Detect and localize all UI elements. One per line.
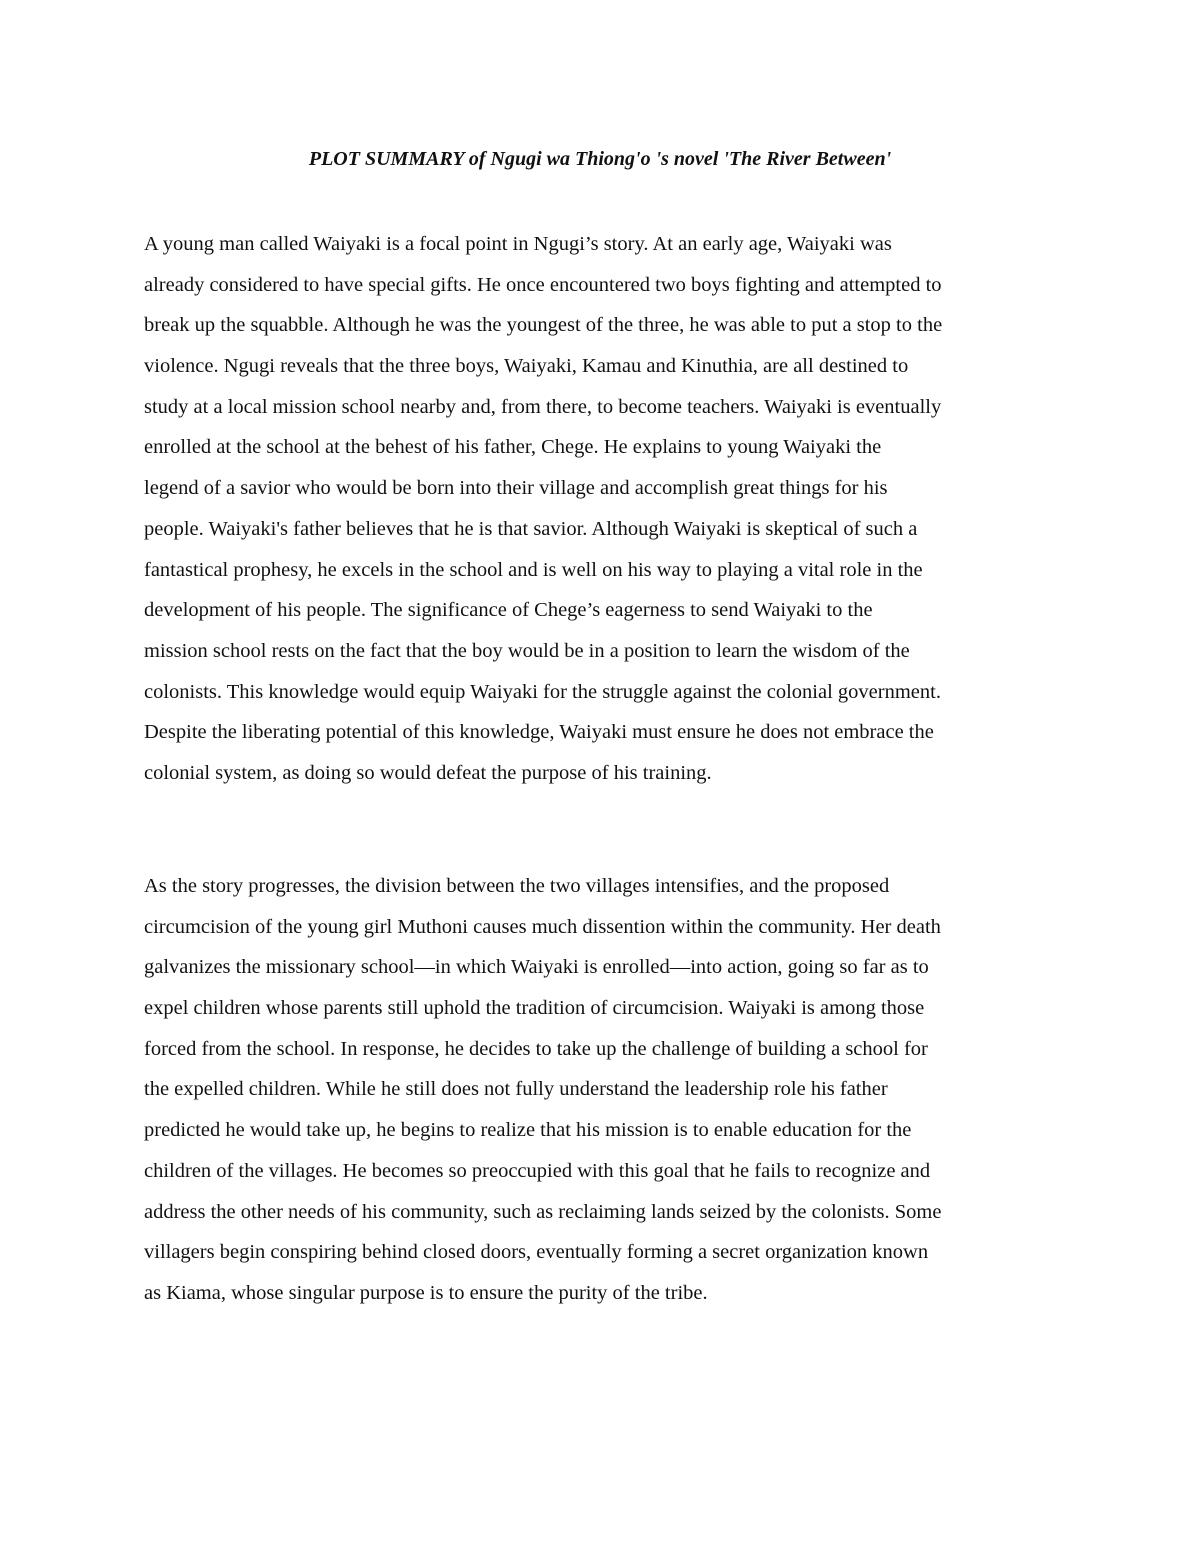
text-line: break up the squabble. Although he was the youngest of the three, he was able to put a stop to the <box>144 314 943 337</box>
text-line: address the other needs of his community, such as reclaiming lands seized by the colonists. Some <box>144 1200 942 1223</box>
text-line: enrolled at the school at the behest of his father, Chege. He explains to young Waiyaki the <box>144 436 882 459</box>
text-line: as Kiama, whose singular purpose is to ensure the purity of the tribe. <box>144 1281 708 1304</box>
text-line: villagers begin conspiring behind closed doors, eventually forming a secret organization known <box>144 1241 929 1264</box>
text-line: predicted he would take up, he begins to realize that his mission is to enable education for the <box>144 1119 912 1142</box>
text-line: mission school rests on the fact that the boy would be in a position to learn the wisdom of the <box>144 639 910 662</box>
text-line: galvanizes the missionary school—in which Waiyaki is enrolled—into action, going so far as to <box>144 956 929 979</box>
text-line: colonists. This knowledge would equip Waiyaki for the struggle against the colonial government. <box>144 680 941 703</box>
paragraph-1 <box>144 224 942 794</box>
text-line: people. Waiyaki's father believes that he is that savior. Although Waiyaki is skeptical of such a <box>144 517 918 540</box>
text-line: expel children whose parents still uphold the tradition of circumcision. Waiyaki is among those <box>144 997 925 1020</box>
text-line: circumcision of the young girl Muthoni causes much dissention within the community. Her death <box>144 915 941 938</box>
text-line: violence. Ngugi reveals that the three boys, Waiyaki, Kamau and Kinuthia, are all destined to <box>144 355 909 378</box>
text-line: colonial system, as doing so would defeat the purpose of his training. <box>144 761 712 784</box>
document-title: PLOT SUMMARY of Ngugi wa Thiong'o 's novel 'The River Between' <box>308 148 892 170</box>
text-line: development of his people. The significance of Chege’s eagerness to send Waiyaki to the <box>144 599 873 622</box>
text-line: already considered to have special gifts. He once encountered two boys fighting and attempted to <box>144 273 942 296</box>
text-line: fantastical prophesy, he excels in the school and is well on his way to playing a vital role in the <box>144 558 923 581</box>
text-line: study at a local mission school nearby and, from there, to become teachers. Waiyaki is eventually <box>144 395 942 418</box>
paragraph-2 <box>144 866 941 1314</box>
text-line: legend of a savior who would be born into their village and accomplish great things for his <box>144 477 888 500</box>
text-line: forced from the school. In response, he decides to take up the challenge of building a school for <box>144 1037 928 1060</box>
text-line: As the story progresses, the division between the two villages intensifies, and the proposed <box>144 875 890 897</box>
text-line: children of the villages. He becomes so preoccupied with this goal that he fails to recognize and <box>144 1159 931 1182</box>
text-line: Despite the liberating potential of this knowledge, Waiyaki must ensure he does not embrace the <box>144 721 934 744</box>
text-line: A young man called Waiyaki is a focal point in Ngugi’s story. At an early age, Waiyaki was <box>144 233 892 255</box>
text-line: the expelled children. While he still does not fully understand the leadership role his father <box>144 1078 888 1101</box>
